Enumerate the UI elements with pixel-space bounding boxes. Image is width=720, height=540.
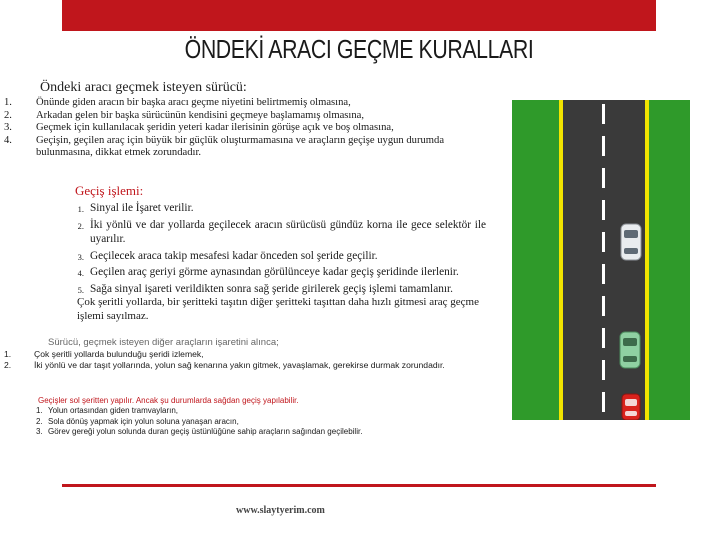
section4-heading: Geçişler sol şeritten yapılır. Ancak şu durumlarda sağdan geçiş yapılabilir. xyxy=(38,396,299,405)
section3-heading: Sürücü, geçmek isteyen diğer araçların işaretini alınca; xyxy=(48,337,279,348)
list-item: 1. Önünde giden aracın bir başka aracı geçme niyetini belirtmemiş olmasına, xyxy=(4,97,351,108)
section4-list xyxy=(36,406,496,438)
list-item: 2. Arkadan gelen bir başka sürücünün kendisini geçmeye başlamamış olmasına, xyxy=(4,109,365,121)
section2-list xyxy=(60,201,486,298)
left-edge-line xyxy=(559,100,563,420)
list-item: 3. Geçmek için kullanılacak şeridin yeteri kadar ilerisinin görüşe açık ve boş olmasına, xyxy=(4,122,394,133)
page-title: ÖNDEKİ ARACI GEÇME KURALLARI xyxy=(184,34,534,64)
car-white-icon xyxy=(621,224,641,260)
list-item: 2. İki yönlü ve dar yollarda geçilecek aracın sürücüsü gündüz korna ile gece selektör ile uyarılır. xyxy=(77,218,486,245)
section2-heading: Geçiş işlemi: xyxy=(75,183,144,198)
list-item: 1. Yolun ortasından giden tramvayların, xyxy=(36,406,179,415)
list-item: 4. Geçişin, geçilen araç için büyük bir güçlük oluşturmamasına ve araçların geçişe uygun durumda bulunmasına, dikkat etmek zorundadır. xyxy=(4,134,445,158)
footer-website: www.slaytyerim.com xyxy=(236,505,325,516)
car-red-icon xyxy=(622,394,640,420)
right-edge-line xyxy=(645,100,649,420)
list-item: 1. Çok şeritli yollarda bulunduğu şeridi izlemek, xyxy=(4,349,204,359)
road-illustration xyxy=(512,100,690,420)
list-item: 4. Geçilen araç geriyi görme aynasından görülünceye kadar geçiş şeridinde ilerlenir. xyxy=(77,266,459,278)
list-item: 5. Sağa sinyal işareti verildikten sonra sağ şeride girilerek geçiş işlemi tamamlanır. xyxy=(77,282,453,295)
car-green-icon xyxy=(620,332,640,368)
list-item: 3. Görev gereği yolun solunda duran geçiş üstünlüğüne sahip araçların sağından geçilebilir. xyxy=(36,427,363,436)
section1-heading: Öndeki aracı geçmek isteyen sürücü: xyxy=(40,80,247,95)
list-item: 1. Sinyal ile İşaret verilir. xyxy=(77,202,194,214)
multilane-note: Çok şeritli yollarda, bir şeritteki taşıtın diğer şeritteki taşıttan daha hızlı gitmesi araç geçme işlemi sayılmaz. xyxy=(77,296,479,322)
section1-list xyxy=(4,97,474,160)
list-item: 2. Sola dönüş yapmak için yolun soluna yanaşan aracın, xyxy=(36,416,239,426)
list-item: 3. Geçilecek araca takip mesafesi kadar önceden sol şeride geçilir. xyxy=(77,249,378,262)
section3-list xyxy=(4,349,484,371)
list-item: 2. İki yönlü ve dar taşıt yollarında, yolun sağ kenarına yakın gitmek, yavaşlamak, gerekirse durmak zorundadır. xyxy=(4,360,445,370)
bottom-divider xyxy=(62,484,656,487)
top-accent-bar xyxy=(62,0,656,31)
